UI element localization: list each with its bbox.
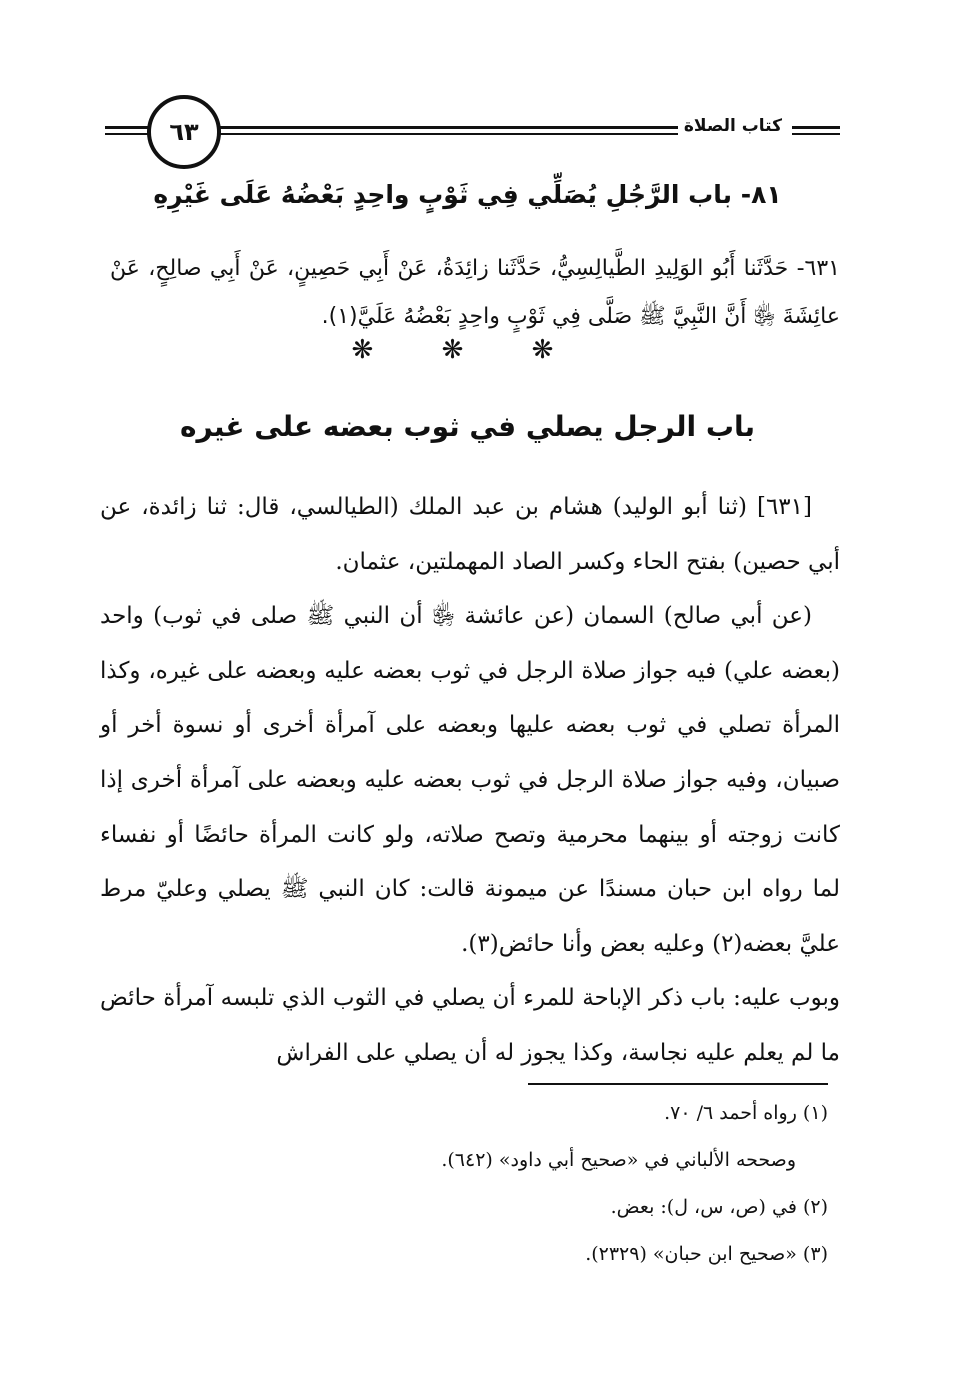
hadith-text: ٦٣١- حَدَّثَنا أَبُو الوَلِيدِ الطَّيالِسِيُّ، حَدَّثَنا زائِدَةُ، عَنْ أَبِي حَصِينٍ، عَنْ أَبِي صالِحٍ، عَنْ عائِشَةَ ﵂ أَنَّ النَّبِيَّ ﷺ صَلَّى فِي ثَوْبٍ واحِدٍ بَعْضُهُ عَلَيَّ(١). xyxy=(110,256,840,329)
section-separator: ❋ ❋ ❋ xyxy=(351,335,584,365)
page-number: ٦٣ xyxy=(147,95,221,169)
section-title: باب الرجل يصلي في ثوب بعضه على غيره xyxy=(179,410,756,443)
commentary xyxy=(100,480,840,1081)
header-rule xyxy=(792,126,840,129)
footnote: وصححه الألباني في «صحيح أبي داود» (٦٤٢). xyxy=(441,1149,796,1171)
footnotes xyxy=(100,1090,828,1278)
footnote: (٣) «صحيح ابن حبان» (٢٣٢٩). xyxy=(585,1243,828,1265)
footnote: (٢) في (ص، س، ل): بعض. xyxy=(610,1196,828,1218)
commentary-paragraph: وبوب عليه: باب ذكر الإباحة للمرء أن يصلي في الثوب الذي تلبسه آمرأة حائض ما لم يعلم عليه نجاسة، وكذا يجوز له أن يصلي على الفراش xyxy=(100,985,840,1066)
page-header xyxy=(95,92,840,172)
header-rule xyxy=(792,133,840,135)
book-title: كتاب الصلاة xyxy=(678,116,788,136)
commentary-paragraph: (عن أبي صالح) السمان (عن عائشة ﵂ أن النبي ﷺ صلى في ثوب) واحد (بعضه علي) فيه جواز صلاة الرجل في ثوب بعضه عليه وبعضه على غيره، وكذا المرأة تصلي في ثوب بعضه عليها وبعضه على آمرأة أخرى أو نسوة أخر أو صبيان، وفيه جواز صلاة الرجل في ثوب بعضه عليه وبعضه على آمرأة أخرى إذا كانت زوجته أو بينهما محرمية وتصح صلاته، ولو كانت المرأة حائضًا أو نفساء لما رواه ابن حبان مسندًا عن ميمونة قالت: كان النبي ﷺ يصلي وعليّ مرط عليَّ بعضه(٢) وعليه بعض وأنا حائض(٣). xyxy=(100,603,840,957)
footnote-separator xyxy=(528,1083,828,1085)
header-rule xyxy=(105,126,153,129)
chapter-title: ٨١- باب الرَّجُلِ يُصَلِّي فِي ثَوْبٍ واحِدٍ بَعْضُهُ عَلَى غَيْرِهِ xyxy=(153,180,782,209)
header-rule xyxy=(105,133,153,135)
footnote: (١) رواه أحمد ٦/ ٧٠. xyxy=(664,1102,828,1124)
commentary-paragraph: [٦٣١] (ثنا أبو الوليد) هشام بن عبد الملك (الطيالسي، قال: ثنا زائدة، عن أبي حصين) بفتح الحاء وكسر الصاد المهملتين، عثمان. xyxy=(100,494,840,575)
